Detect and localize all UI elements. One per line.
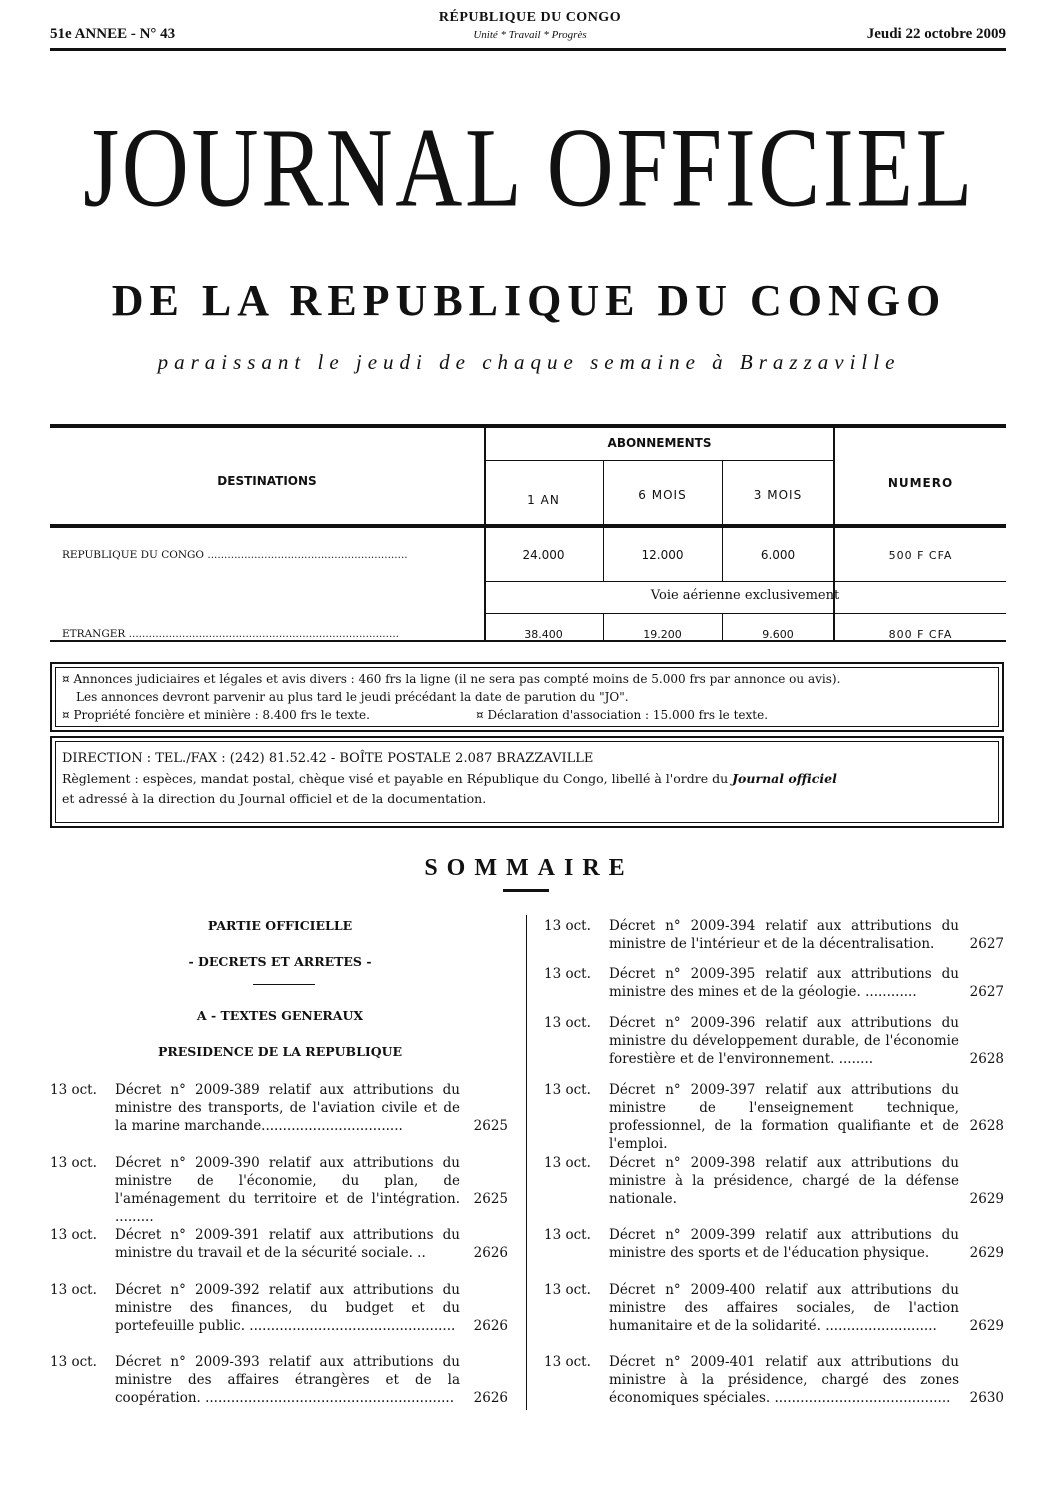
republic-name: RÉPUBLIQUE DU CONGO [438,10,622,25]
entry-text: Décret n° 2009-401 relatif aux attributions du ministre à la présidence, chargé des zones économiques spéciales. ......................................... [609,1354,959,1406]
entry-page: 2629 [969,1245,1004,1261]
reglement-text: Règlement : espèces, mandat postal, chèque visé et payable en République du Congo, libellé à l'ordre du [62,771,729,786]
entry-text: Décret n° 2009-399 relatif aux attributions du ministre des sports et de l'éducation physique. [609,1227,959,1261]
entry-text: Décret n° 2009-400 relatif aux attributions du ministre des affaires sociales, de l'action humanitaire et de la solidarité. .......................... [609,1282,959,1334]
entry-page: 2627 [969,936,1004,952]
entry-text: Décret n° 2009-395 relatif aux attributions du ministre des mines et de la géologie. ............ [609,966,959,1000]
entry-page: 2625 [473,1118,508,1134]
list-item [544,917,1004,955]
notices-box [50,662,1004,732]
column-divider [526,915,527,1410]
list-item [544,1226,1004,1264]
presidence-heading: PRESIDENCE DE LA REPUBLIQUE [157,1044,403,1059]
entry-text: Décret n° 2009-389 relatif aux attributions du ministre des transports, de l'aviation civile et de la marine marchande................................. [115,1082,460,1134]
direction-reglement [62,770,997,787]
entry-date: 13 oct. [544,1015,591,1031]
section-divider [253,984,315,985]
entry-date: 13 oct. [544,1282,591,1298]
entry-page: 2628 [969,1118,1004,1134]
decrets-arretes: - DECRETS ET ARRETES - [188,954,372,969]
table-hrule [484,460,835,461]
direction-box [50,736,1004,828]
numero-congo: 500 F CFA [888,549,953,562]
dest-etranger: ETRANGER ................................................................................. [62,628,399,640]
entry-date: 13 oct. [50,1155,97,1171]
entry-date: 13 oct. [544,1082,591,1098]
list-item [544,1281,1004,1337]
entry-text: Décret n° 2009-397 relatif aux attributions du ministre de l'enseignement technique, professionnel, de la formation qualifiante et de l'emploi. [609,1082,959,1152]
entry-page: 2626 [473,1245,508,1261]
entry-date: 13 oct. [50,1282,97,1298]
journal-subtitle: DE LA REPUBLIQUE DU CONGO [111,276,947,325]
table-hrule [484,581,1006,582]
price-etranger-6mois: 19.200 [643,628,682,641]
notice-delai: Les annonces devront parvenir au plus tard le jeudi précédant la date de parution du "JO". [76,690,629,704]
textes-generaux: A - TEXTES GENERAUX [196,1008,364,1023]
list-item [50,1081,508,1137]
list-item [544,1014,1004,1070]
price-congo-6mois: 12.000 [641,548,684,562]
entry-page: 2628 [969,1051,1004,1067]
journal-tagline: paraissant le jeudi de chaque semaine à Brazzaville [157,350,901,374]
issue-number: 51e ANNEE - N° 43 [50,26,176,42]
journal-title: JOURNAL OFFICIEL [83,105,975,231]
entry-page: 2627 [969,984,1004,1000]
entry-date: 13 oct. [544,966,591,982]
direction-contact: DIRECTION : TEL./FAX : (242) 81.52.42 - BOÎTE POSTALE 2.087 BRAZZAVILLE [62,751,594,766]
reglement-journal: Journal officiel [732,771,837,786]
numero-etranger: 800 F CFA [888,628,953,641]
sommaire-title: SOMMAIRE [424,855,634,881]
partie-officielle: PARTIE OFFICIELLE [207,918,353,933]
entry-page: 2626 [473,1390,508,1406]
period-3mois: 3 MOIS [753,488,803,502]
direction-adresse: et adressé à la direction du Journal officiel et de la documentation. [62,791,487,806]
entry-date: 13 oct. [544,1155,591,1171]
entry-date: 13 oct. [50,1354,97,1370]
dest-congo: REPUBLIQUE DU CONGO ............................................................ [62,549,408,561]
entry-text: Décret n° 2009-390 relatif aux attributions du ministre de l'économie, du plan, de l'aménagement du territoire et de l'intégration. ......... [115,1155,460,1225]
entry-page: 2626 [473,1318,508,1334]
notice-association: ¤ Déclaration d'association : 15.000 frs le texte. [476,708,769,722]
table-top-rule [50,424,1006,428]
destinations-header: DESTINATIONS [217,474,317,488]
table-vrule [833,424,835,642]
price-etranger-1an: 38.400 [524,628,563,641]
list-item [544,965,1004,1003]
sommaire-underline [503,889,549,892]
list-item [50,1281,508,1337]
table-vrule [484,424,486,642]
air-note: Voie aérienne exclusivement [650,588,840,603]
entry-text: Décret n° 2009-393 relatif aux attributions du ministre des affaires étrangères et de la coopération. .......................................................... [115,1354,460,1406]
list-item [50,1226,508,1264]
entry-text: Décret n° 2009-398 relatif aux attributions du ministre à la présidence, chargé de la défense nationale. [609,1155,959,1207]
price-congo-3mois: 6.000 [760,548,796,562]
notice-annonces: ¤ Annonces judiciaires et légales et avis divers : 460 frs la ligne (il ne sera pas compté moins de 5.000 frs par annonce ou avis). [62,672,841,686]
header-rule [50,48,1006,51]
price-congo-1an: 24.000 [522,548,565,562]
list-item [50,1154,508,1225]
subscription-table [50,424,1006,644]
list-item [50,1353,508,1409]
national-motto: Unité * Travail * Progrès [473,29,587,41]
entry-date: 13 oct. [544,1354,591,1370]
period-1an: 1 AN [527,493,560,507]
notice-propriete: ¤ Propriété foncière et minière : 8.400 frs le texte. [62,708,370,722]
issue-date: Jeudi 22 octobre 2009 [866,26,1006,42]
entry-text: Décret n° 2009-396 relatif aux attributions du ministre du développement durable, de l'économie forestière et de l'environnement. ........ [609,1015,959,1067]
entry-date: 13 oct. [544,918,591,934]
list-item [544,1081,1004,1152]
republic-header [300,10,760,41]
table-header-rule [50,524,1006,528]
entry-text: Décret n° 2009-394 relatif aux attributions du ministre de l'intérieur et de la décentralisation. [609,918,959,952]
entry-text: Décret n° 2009-392 relatif aux attributions du ministre des finances, du budget et du portefeuille public. ................................................ [115,1282,460,1334]
entry-date: 13 oct. [50,1082,97,1098]
abonnements-header: ABONNEMENTS [607,436,712,450]
table-hrule [484,613,1006,614]
entry-page: 2625 [473,1191,508,1207]
entry-page: 2630 [969,1390,1004,1406]
period-6mois: 6 MOIS [638,488,687,502]
entry-date: 13 oct. [544,1227,591,1243]
list-item [544,1154,1004,1210]
entry-text: Décret n° 2009-391 relatif aux attributions du ministre du travail et de la sécurité sociale. .. [115,1227,460,1261]
entry-page: 2629 [969,1318,1004,1334]
entry-page: 2629 [969,1191,1004,1207]
numero-header: NUMERO [887,476,954,490]
list-item [544,1353,1004,1409]
price-etranger-3mois: 9.600 [762,628,794,641]
entry-date: 13 oct. [50,1227,97,1243]
